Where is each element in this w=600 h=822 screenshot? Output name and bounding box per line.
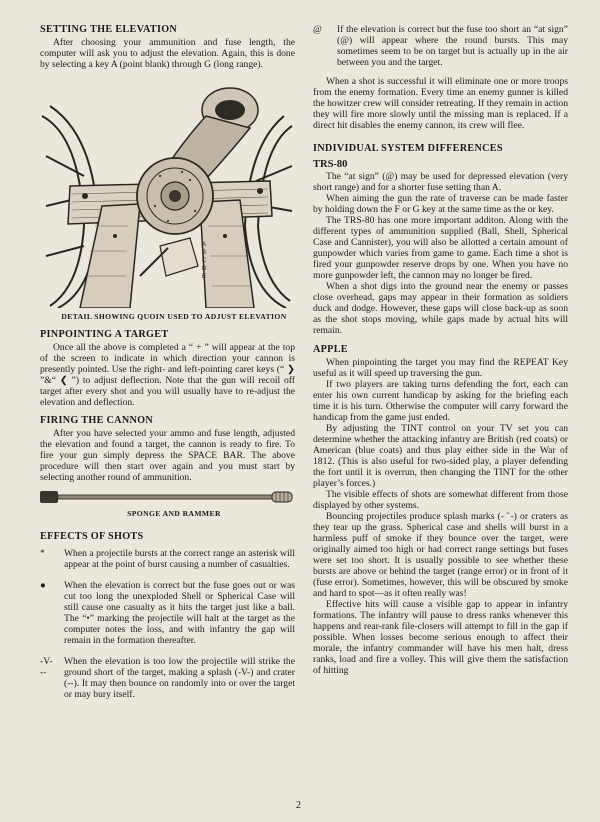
paragraph: After you have selected your ammo and fuse length, adjusted the elevation and found a target, the cannon is ready to fire. To fire your gun simply depress the SPACE BAR. The above procedure will then start over again and you must start by selecting another round of ammunition. (40, 428, 295, 483)
paragraph: Effective hits will cause a visible gap to appear in infantry formations. The infantry will pause to dress ranks whenever this happens and rear-rank file-closers will attempt to fill in the gap if possible. When losses become serious enough to affect their morale, the infantry commander will have his men halt, dress ranks, load and fire a volley. This will give them the satisfaction of hitting (313, 599, 568, 676)
svg-text:B: B (202, 250, 207, 256)
svg-text:C: C (202, 258, 207, 264)
figure-caption: DETAIL SHOWING QUOIN USED TO ADJUST ELEVATION (61, 312, 287, 321)
paragraph: When a shot digs into the ground near the enemy or passes close overhead, gaps may appear in their formation as soldiers duck and dodge. However, these gaps will close back-up as soon as the shot stops moving, while gaps made by actual hits will remain. (313, 281, 568, 336)
svg-text:E: E (202, 274, 207, 280)
section-title-effects-of-shots: EFFECTS OF SHOTS (40, 531, 144, 542)
paragraph: The TRS-80 has one more important additon. Along with the different types of ammunition supplied (Ball, Shell, Spherical Case and Cannister), you will also be allotted a certain amount of gunpowder which varies from game to game. Each time a shot is fired your gunpowder reserve drops by one. When you have no more gunpowder left, the cannon may no longer be fired. (313, 215, 568, 281)
svg-text:A: A (202, 242, 207, 248)
shot-effect-item (40, 548, 295, 570)
at-sign-mark: @ (313, 24, 322, 35)
shot-effect-item (40, 656, 295, 700)
paragraph: When aiming the gun the rate of traverse can be made faster by holding down the F or G key at the same time as the or key. (313, 193, 568, 215)
dot-mark: ● (40, 580, 46, 591)
paragraph: Bouncing projectiles produce splash marks (- ̃ -) or craters as they tear up the grass. Spherical case and shells will burst in a harmless puff of smoke if they bounce over the target, were originally aimed too high or had correct range settings but fuses were set too short. It is usually possible to see whether these bursts are above or behind the target (range error) or in front of it (fuse error). Sometimes, however, this will be obscured by smoke and hard to spot—as it often really was! (313, 511, 568, 599)
asterisk-mark: * (40, 548, 45, 559)
svg-text:D: D (202, 266, 207, 272)
shot-effect-item (40, 580, 295, 646)
paragraph: The “at sign” (@) may be used for depressed elevation (very short range) and for a shorter fuse setting than A. (313, 171, 568, 193)
shot-effect-item (313, 24, 568, 68)
section-title-setting-elevation: SETTING THE ELEVATION (40, 24, 178, 35)
shot-effect-text: When a projectile bursts at the correct range an asterisk will appear at the point of burst causing a number of casualties. (64, 548, 295, 570)
paragraph: By adjusting the TINT control on your TV set you can determine whether the attacking infantry are British (red coats) or American (blue coats) and thus play either side in the War of 1812. (This is also useful for two-sided play, a player defending the fort until it is overrun, then changing the TINT for the other player’s forces.) (313, 423, 568, 489)
page-number: 2 (296, 800, 301, 811)
paragraph: When a shot is successful it will eliminate one or more troops from the enemy formation. Every time an enemy gunner is killed the howitzer crew will consider retreating. If they remain in action they will fire more slowly until the missing man is replaced. If a direct hit disables the enemy cannon, its crew will flee. (313, 76, 568, 131)
paragraph: The visible effects of shots are somewhat different from those displayed by other systems. (313, 489, 568, 511)
paragraph: Once all the above is completed a “ + ” will appear at the top of the screen to indicate in which direction your cannon is presently pointed. Use the right- and left-pointing caret keys (“ ❯ ”&“ ❮ ”) to adjust deflection. Note that the gun will recoil off target after every shot and you will usually have to re-adjust the elevation and deflection. (40, 342, 295, 408)
section-title-system-differences: INDIVIDUAL SYSTEM DIFFERENCES (313, 143, 503, 154)
cannon-quoin-illustration (40, 76, 295, 308)
section-title-firing-cannon: FIRING THE CANNON (40, 415, 154, 426)
sponge-rammer-illustration (40, 489, 295, 505)
right-column (313, 24, 568, 676)
shot-effect-text: If the elevation is correct but the fuse too short an “at sign” (@) will appear where the round bursts. This may sometimes seem to be on target but is actually up in the air between you and the target. (337, 24, 568, 68)
left-column (40, 24, 295, 700)
shot-effect-text: When the elevation is too low the projectile will strike the ground short of the target, making a splash (-V-) and crater (--). It may then bounce on randomly into or over the target or may bury itself. (64, 656, 295, 700)
shot-effect-text: When the elevation is correct but the fuse goes out or was cut too long the unexploded Shell or Spherical Case will still cause one casualty as it hits the target just like a ball. The “•” marking the projectile will halt at the target as the computer notes the loss, and with infantry the gap will remain in the formation thereafter. (64, 580, 295, 646)
paragraph: After choosing your ammunition and fuse length, the computer will ask you to adjust the elevation. Again, this is done by selecting a key A (point blank) through G (long range). (40, 37, 295, 70)
subsection-title-trs80: TRS-80 (313, 159, 348, 170)
paragraph: When pinpointing the target you may find the REPEAT Key useful as it will speed up traversing the gun. (313, 357, 568, 379)
splash-mark: -V- -- (40, 656, 53, 678)
section-title-pinpointing-target: PINPOINTING A TARGET (40, 329, 169, 340)
subsection-title-apple: APPLE (313, 344, 348, 355)
paragraph: If two players are taking turns defending the fort, each can enter his own current handicap by asking for the briefing each time it is his turn. Otherwise the computer will carry forward the handicap from the game just ended. (313, 379, 568, 423)
rammer-caption: SPONGE AND RAMMER (127, 509, 221, 518)
